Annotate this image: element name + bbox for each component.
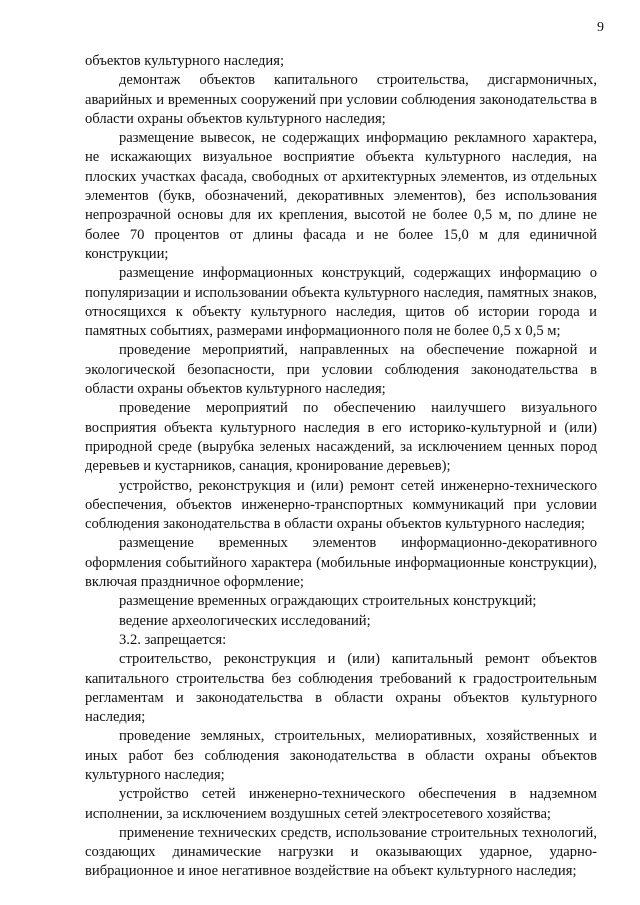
paragraph: размещение информационных конструкций, содержащих информацию о популяризации и использовании объекта культурного наследия, памятных знаков, относящихся к объекту культурного наследия, щитов об истории города и памятных событиях, размерами информационного поля не более 0,5 х 0,5 м;	[85, 265, 597, 340]
paragraph: устройство, реконструкция и (или) ремонт сетей инженерно-технического обеспечения, объектов инженерно-транспортных коммуникаций при условии соблюдения законодательства в области охраны объектов культурного наследия;	[85, 477, 597, 533]
paragraph: размещение временных элементов информационно-декоративного оформления событийного характера (мобильные информационные конструкции), включая праздничное оформление;	[85, 535, 597, 591]
paragraph: устройство сетей инженерно-технического обеспечения в надземном исполнении, за исключением воздушных сетей электросетевого хозяйства;	[85, 786, 597, 822]
section-heading: 3.2. запрещается:	[119, 631, 227, 648]
page-number: 9	[597, 20, 604, 35]
paragraph: размещение вывесок, не содержащих информацию рекламного характера, не искажающих визуальное восприятие объекта культурного наследия, на плоских участках фасада, свободных от архитектурных элементов, из отдельных элементов (букв, обозначений, декоративных элементов), без использования непрозрачной основы для их крепления, высотой не более 0,5 м, по длине не более 70 процентов от длины фасада и не более 15,0 м для единичной конструкции;	[85, 130, 597, 262]
paragraph: демонтаж объектов капитального строительства, дисгармоничных, аварийных и временных сооружений при условии соблюдения законодательства в области охраны объектов культурного наследия;	[85, 72, 597, 127]
paragraph: строительство, реконструкция и (или) капитальный ремонт объектов капитального строительства без соблюдения требований к градостроительным регламентам и законодательства в области охраны объектов культурного наследия;	[85, 651, 597, 726]
document-body	[85, 52, 597, 882]
paragraph: применение технических средств, использование строительных технологий, создающих динамические нагрузки и оказывающих ударное, ударно-вибрационное и иное негативное воздействие на объект культурного наследия;	[85, 824, 597, 880]
paragraph: проведение мероприятий, направленных на обеспечение пожарной и экологической безопасности, при условии соблюдения законодательства в области охраны объектов культурного наследия;	[85, 342, 597, 398]
paragraph: проведение мероприятий по обеспечению наилучшего визуального восприятия объекта культурного наследия в его историко-культурной и (или) природной среде (вырубка зеленых насаждений, за исключением ценных пород деревьев и кустарников, санация, кронирование деревьев);	[85, 400, 597, 475]
paragraph: объектов культурного наследия;	[85, 53, 285, 69]
paragraph: проведение земляных, строительных, мелиоративных, хозяйственных и иных работ без соблюдения законодательства в области охраны объектов культурного наследия;	[85, 728, 597, 783]
paragraph: размещение временных ограждающих строительных конструкций;	[119, 593, 537, 610]
paragraph: ведение археологических исследований;	[119, 612, 371, 629]
